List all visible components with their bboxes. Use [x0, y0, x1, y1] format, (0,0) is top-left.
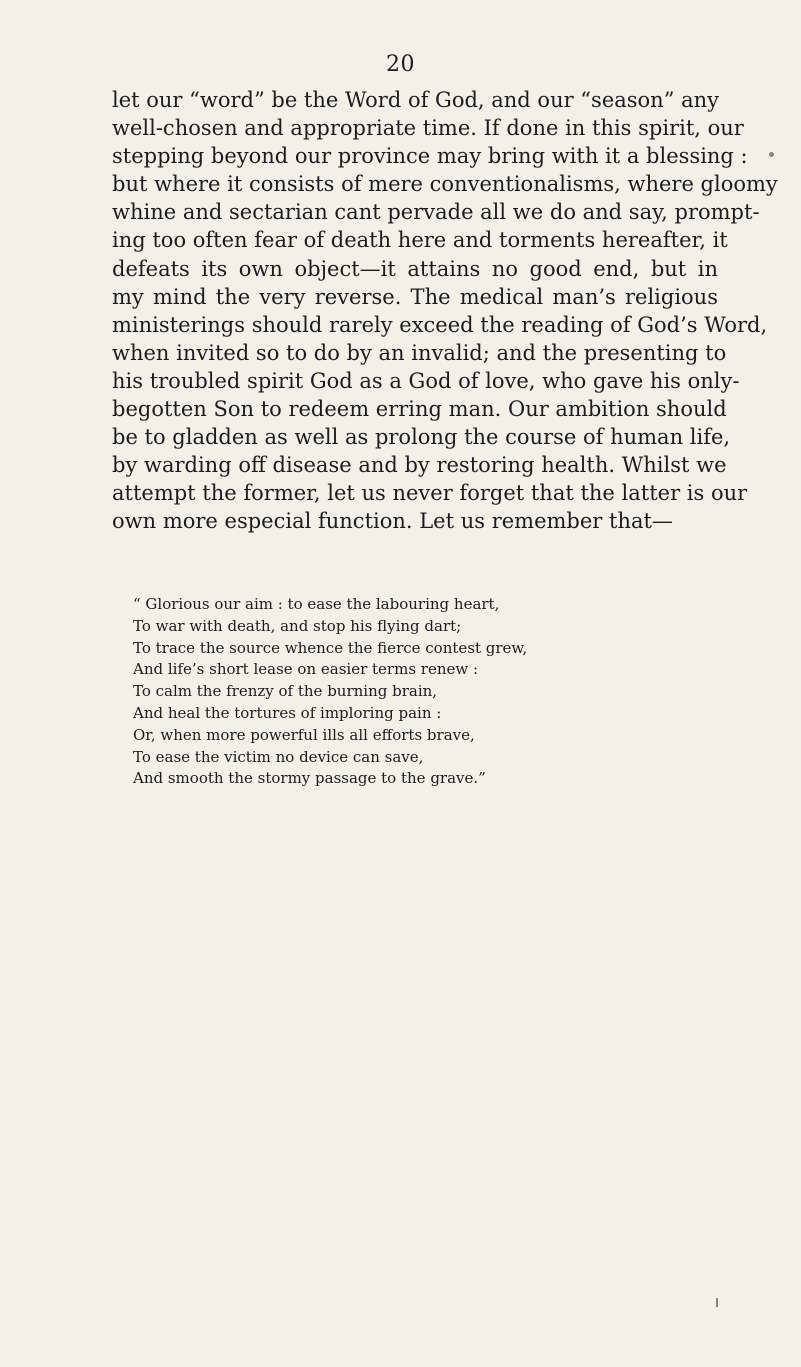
- prose-line: when invited so to do by an invalid; and the presenting to: [112, 340, 727, 365]
- prose-line: attempt the former, let us never forget that the latter is our: [112, 481, 748, 506]
- prose-line: ministerings should rarely exceed the reading of God’s Word,: [112, 312, 768, 337]
- poem-line: And smooth the stormy passage to the grave.”: [133, 769, 486, 788]
- prose-line: ing too often fear of death here and torments hereafter, it: [112, 228, 728, 253]
- prose-line: defeats its own object—it attains no good end, but in: [112, 256, 718, 281]
- prose-line: well-chosen and appropriate time. If done in this spirit, our: [112, 116, 744, 141]
- prose-paragraph: [112, 86, 778, 536]
- poem-line: Or, when more powerful ills all efforts brave,: [133, 725, 475, 744]
- page-number: 20: [386, 52, 415, 77]
- prose-line: his troubled spirit God as a God of love, who gave his only-: [112, 368, 740, 393]
- poem-line: And life’s short lease on easier terms renew :: [133, 660, 479, 679]
- poem-line: And heal the tortures of imploring pain :: [133, 703, 442, 722]
- prose-line: whine and sectarian cant pervade all we do and say, prompt-: [112, 200, 760, 225]
- poem-line: To trace the source whence the fierce contest grew,: [133, 638, 528, 657]
- prose-line: let our “word” be the Word of God, and our “season” any: [112, 88, 720, 112]
- prose-line: stepping beyond our province may bring with it a blessing :: [112, 144, 748, 169]
- prose-line: by warding off disease and by restoring health. Whilst we: [112, 453, 727, 478]
- poem-line: To war with death, and stop his flying dart;: [133, 616, 462, 635]
- prose-line: but where it consists of mere conventionalisms, where gloomy: [112, 172, 778, 197]
- paper-speck: [716, 1298, 718, 1307]
- poem-line: To calm the frenzy of the burning brain,: [133, 682, 438, 701]
- poem-line: “ Glorious our aim : to ease the labouring heart,: [133, 595, 500, 613]
- poem-line: To ease the victim no device can save,: [133, 747, 424, 766]
- prose-line: my mind the very reverse. The medical man’s religious: [112, 284, 718, 309]
- poem-quotation: [133, 594, 653, 790]
- prose-line: begotten Son to redeem erring man. Our ambition should: [112, 397, 727, 422]
- prose-line: be to gladden as well as prolong the course of human life,: [112, 425, 731, 450]
- paper-speck: [769, 152, 774, 157]
- prose-line: own more especial function. Let us remember that—: [112, 509, 673, 534]
